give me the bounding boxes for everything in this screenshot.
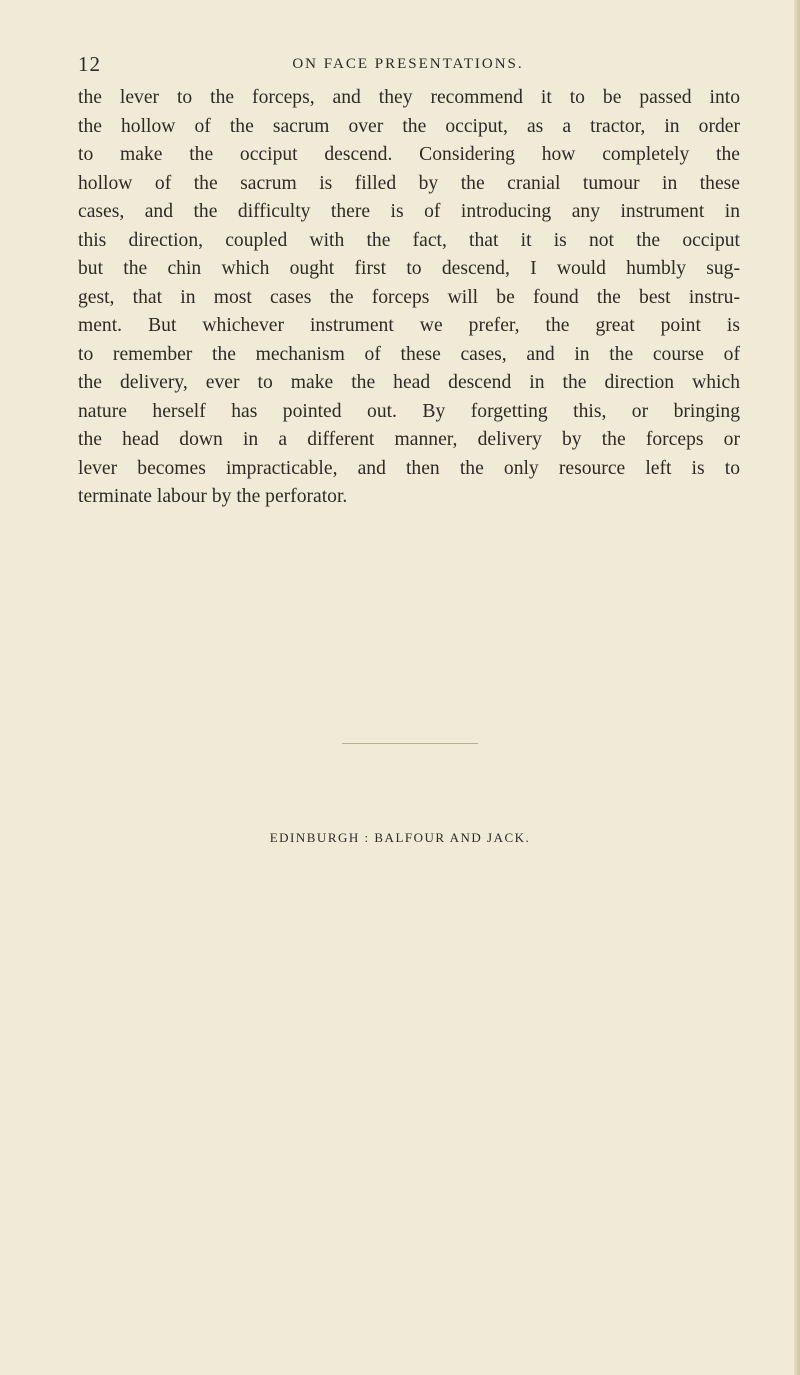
- text-line: lever becomes impracticable, and then the only resource left is to: [78, 457, 740, 479]
- text-line: this direction, coupled with the fact, that it is not the occiput: [78, 229, 740, 251]
- section-divider: [342, 743, 478, 744]
- text-line: cases, and the difficulty there is of introducing any instrument in: [78, 201, 740, 222]
- text-line: the head down in a different manner, delivery by the forceps or: [78, 429, 740, 450]
- running-title: ON FACE PRESENTATIONS.: [292, 56, 524, 72]
- text-line: nature herself has pointed out. By forgetting this, or bringing: [78, 400, 740, 422]
- text-line: gest, that in most cases the forceps will be found the best instru-: [78, 286, 740, 308]
- text-line: the lever to the forceps, and they recommend it to be passed into: [78, 87, 740, 108]
- body-paragraph: [78, 84, 740, 512]
- text-line: but the chin which ought first to descend, I would humbly sug-: [78, 258, 740, 279]
- text-line: ment. But whichever instrument we prefer, the great point is: [78, 315, 740, 336]
- text-line: terminate labour by the perforator.: [78, 486, 348, 507]
- printer-imprint: EDINBURGH : BALFOUR AND JACK.: [269, 830, 531, 845]
- running-head: [78, 48, 738, 78]
- text-line: the delivery, ever to make the head descend in the direction which: [78, 372, 740, 393]
- page-number: 12: [78, 52, 101, 76]
- text-line: hollow of the sacrum is filled by the cranial tumour in these: [78, 172, 740, 194]
- text-line: the hollow of the sacrum over the occiput, as a tractor, in order: [78, 115, 740, 137]
- text-line: to remember the mechanism of these cases, and in the course of: [78, 343, 740, 365]
- text-line: to make the occiput descend. Considering how completely the: [78, 144, 740, 165]
- page-edge: [794, 0, 800, 1375]
